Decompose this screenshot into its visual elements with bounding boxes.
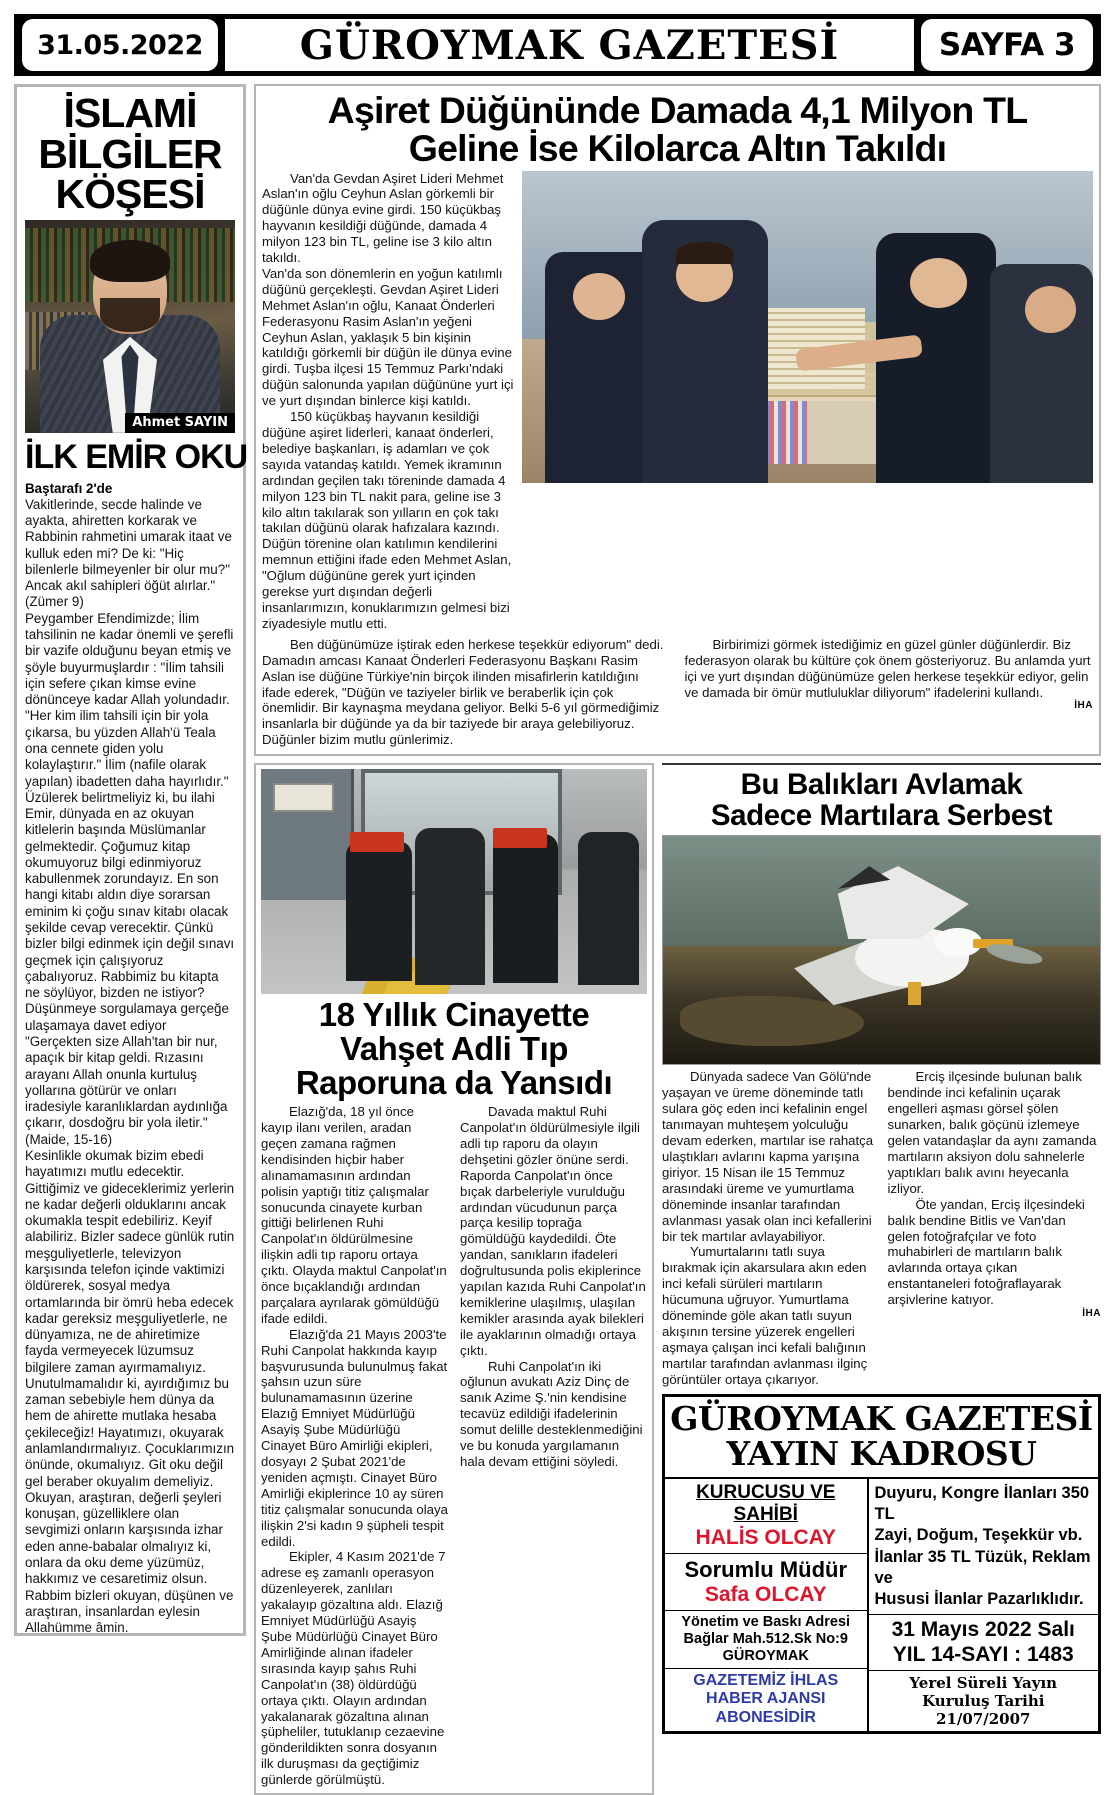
- author-name-badge: Ahmet SAYIN: [125, 413, 235, 433]
- author-hair: [90, 240, 170, 282]
- fish-agency-credit: İHA: [1082, 1308, 1101, 1320]
- imprint-address-line-2: GÜROYMAK: [722, 1647, 809, 1664]
- imprint-founder-name: HALİS OLCAY: [695, 1526, 836, 1550]
- imprint-box: [662, 1394, 1101, 1735]
- fish-column-right: [888, 1069, 1102, 1387]
- imprint-issue-date: 31 Mayıs 2022 Salı: [891, 1617, 1075, 1641]
- wedding-paragraph: Van'da Gevdan Aşiret Lideri Mehmet Aslan'ın oğlu Ceyhun Aslan görkemli bir düğünle dünya evine girdi. 150 küçükbaş hayvanın kesildiği düğünde, damada 4 milyon 123 bin TL, geline ise 3 kilo altın takıldı.: [262, 170, 504, 266]
- sidebar-continued-note: Baştarafı 2'de: [25, 480, 113, 496]
- imprint-rates-line-2: Zayi, Doğum, Teşekkür vb.: [874, 1526, 1083, 1545]
- photo-person-1-head: [573, 273, 624, 320]
- imprint-address-cell: [665, 1611, 867, 1668]
- imprint-title-line-2: YAYIN KADROSU: [726, 1433, 1037, 1473]
- imprint-rates-line-3: İlanlar 35 TL Tüzük, Reklam ve: [874, 1547, 1091, 1587]
- sidebar-paragraph: Peygamber Efendimizde; İlim tahsilinin ne kadar önemli ve şerefli bir vazife olduğunu beyan etmiş ve şöyle buyurmuşlardır : "İlim tahsili için sefere çıkan kimse evine dönünceye kadar Allah yolundadır. "Her kim ilim tahsili için bir yola çıkarsa, bu yüzden Allah'ü Teala ona cennete giden yolu kolaylaştırır." İlim (nafile olarak yapılan) ibadetten daha hayırlıdır.": [25, 610, 234, 789]
- imprint-rates-cell: [869, 1479, 1099, 1615]
- imprint-address-label: Yönetim ve Baskı Adresi: [681, 1614, 851, 1631]
- fish-column-left: [662, 1069, 876, 1387]
- wedding-paragraph: Ben düğünümüze iştirak eden herkese teşekkür ediyorum" dedi. Damadın amcası Kanaat Önderleri Federasyonu Başkanı Rasim Aslan ise düğüne Türkiye'nin birçok ilinden misafirlerin katıldığını ifade ederek, "Düğün ve taziyeler birlik ve beraberlik için çok önemlidir. Bir kaynaşma meydana geliyor. Belki 5-6 yıl görmediğimiz insanlarla bir düğünde ya da bir taziyede bir araya gelebiliyoruz. Düğünler bizim mutlu günlerimiz.: [262, 636, 664, 748]
- imprint-issue-cell: [869, 1615, 1099, 1672]
- fish-paragraph: Yumurtalarını tatlı suya bırakmak için akarsulara akın eden inci kefali sürüleri martıların hücumuna uğruyor. Yumurtlama döneminde göle akan tatlı suyun akışının tersine yüzerek engelleri aşmaya çalışan inci kefali balığının martılar tarafından avlanması ilginç görüntüler ortaya çıkarıyor.: [662, 1244, 868, 1387]
- imprint-grid: [665, 1479, 1098, 1731]
- imprint-agency-cell: [665, 1669, 867, 1731]
- photo-officer-3: [493, 834, 559, 983]
- crime-column-left: [261, 1104, 448, 1788]
- page-body: [14, 84, 1101, 1788]
- imprint-address-line-1: Bağlar Mah.512.Sk No:9: [683, 1631, 848, 1647]
- imprint-editor-name: Safa OLCAY: [704, 1583, 827, 1607]
- wedding-paragraph: 150 küçükbaş hayvanın kesildiği düğüne aşiret liderleri, kanaat önderleri, belediye başkanları, iş adamları ve çok sayıda vatandaş katıldı. Yemek ikramının ardından geçilen takı töreninde damada 4 milyon 123 bin TL nakit para, geline ise 3 kilo altın takılarak son yılların en çok takı takılan düğünü olarak hafızalara kazındı. Düğün törenine olan katılımın kendilerini memnun ettiğini ifade eden Mehmet Aslan, "Oğlum düğününe gerek yurt içinden gerekse yurt dışından değerli insanlarımızın, konuklarımızın gelmesi bizi ziyadesiyle mutlu etti.: [262, 409, 512, 631]
- wedding-bottom-column-right: [685, 637, 1094, 748]
- photo-polis-label-1: [350, 832, 404, 852]
- sidebar-title-line-3: KÖŞESİ: [55, 171, 205, 218]
- imprint-rates-line-1: Duyuru, Kongre İlanları 350 TL: [874, 1484, 1090, 1524]
- wedding-agency-credit: İHA: [1074, 700, 1093, 712]
- fish-headline-line-1: Bu Balıkları Avlamak: [740, 768, 1023, 802]
- imprint-agency-line-1: GAZETEMİZ İHLAS: [693, 1671, 839, 1689]
- sidebar-paragraph: Vakitlerinde, secde halinde ve ayakta, ahiretten korkarak ve Rabbinin rahmetini umarak itaat ve kulluk eden mi? De ki: "Hiç bilenlerle bilmeyenler bir olur mu?" Ancak akıl sahipleri öğüt alırlar." (Zümer 9): [25, 496, 232, 610]
- wedding-top-row: [262, 171, 1093, 632]
- fish-columns: [662, 1069, 1101, 1387]
- photo-polis-label-2: [493, 828, 547, 848]
- imprint-rates-line-4: Hususi İlanlar Pazarlıklıdır.: [874, 1589, 1084, 1608]
- sidebar-column: [14, 84, 246, 1636]
- bottom-row: [254, 763, 1101, 1795]
- imprint-founder-cell: [665, 1479, 867, 1554]
- photo-wall-sign: [273, 783, 335, 812]
- photo-person-2-hair: [676, 242, 733, 264]
- wedding-lead-column: [262, 171, 514, 632]
- imprint-editor-label: Sorumlu Müdür: [684, 1557, 848, 1583]
- wedding-bottom-column-left: [262, 637, 671, 748]
- sidebar-title: [25, 90, 235, 218]
- imprint-editor-cell: [665, 1554, 867, 1611]
- story-wedding: [254, 84, 1101, 756]
- main-column: [254, 84, 1101, 1788]
- imprint-issue-number: YIL 14-SAYI : 1483: [892, 1642, 1074, 1666]
- sidebar-paragraph: Rabbim bizleri okuyan, düşünen ve araştıran, insanlardan eylesin Allahümme âmin.: [25, 1587, 234, 1636]
- crime-headline-line-2: Vahşet Adli Tıp: [340, 1030, 568, 1068]
- imprint-founder-label: KURUCUSU VE SAHİBİ: [696, 1482, 836, 1526]
- photo-officer-4: [578, 832, 640, 985]
- sidebar-body: [25, 497, 235, 1637]
- crime-paragraph: Elazığ'da 21 Mayıs 2003'te Ruhi Canpolat hakkında kayıp başvurusunda bulunulmuş fakat şahsın uzun süre bulunamamasının üzerine Elazığ Emniyet Müdürlüğü Asayiş Şube Müdürlüğü Cinayet Büro Amirliği ekipleri, dosyayı 2 Şubat 2021'de yeniden açmıştı. Cinayet Büro Amirliği ekiplerince 10 ay süren titiz çalışmalar sonucunda olaya ilişkin 2'si kadın 9 şüpheli tespit edildi.: [261, 1326, 448, 1549]
- masthead-title: GÜROYMAK GAZETESİ: [225, 19, 914, 71]
- imprint-agency-line-2: HABER AJANSI ABONESİDİR: [706, 1690, 826, 1726]
- crime-paragraph: Ekipler, 4 Kasım 2021'de 7 adrese eş zamanlı operasyon düzenleyerek, zanlıları yakalayıp gözaltına aldı. Elazığ Emniyet Müdürlüğü Asayiş Şube Müdürlüğü Cinayet Büro Amirliğinde alınan ifadeler sırasında kayıp şahıs Ruhi Canpolat'ın (38) öldürdüğü ortaya çıktı. Olayın ardından yakalanarak gözaltına alınan şüpheliler, tutuklanıp cezaevine gönderildikten sonra dosyanın ilk duruşması da geçtiğimiz günlerde görülmüştü.: [261, 1549, 446, 1788]
- crime-column-right: [460, 1104, 647, 1788]
- wedding-paragraph: Birbirimizi görmek istediğimiz en güzel günler düğünlerdir. Biz federasyon olarak bu kültüre çok önem gösteriyoruz. Bu anlamda yurt içi ve yurt dışından düğünümüze gelen herkese teşekkür ediyor, gelin ve damada bir ömür mutluluklar diliyorum" ifadelerini kullandı.: [684, 636, 1091, 700]
- fish-headline-line-2: Sadece Martılara Serbest: [710, 798, 1053, 832]
- masthead-page-number: SAYFA 3: [921, 19, 1093, 71]
- photo-person-3-head: [910, 258, 967, 308]
- imprint-footer-line-1: Yerel Süreli Yayın: [909, 1674, 1058, 1693]
- imprint-right-column: [869, 1479, 1099, 1731]
- photo-gull-leg: [908, 982, 921, 1005]
- crime-columns: [261, 1104, 647, 1788]
- imprint-left-column: [665, 1479, 869, 1731]
- fish-paragraph: Öte yandan, Erciş ilçesindeki balık bendine Bitlis ve Van'dan gelen fotoğrafçılar ve foto muhabirleri de martıların balık avlarında ortaya çıkan enstantaneleri fotoğraflayarak arşivlerine katıyor.: [887, 1196, 1085, 1308]
- imprint-footer-line-2: Kuruluş Tarihi: [922, 1692, 1045, 1711]
- sidebar-title-line-2: BİLGİLER: [38, 130, 222, 177]
- story-crime: [254, 763, 654, 1795]
- wedding-photo: [522, 171, 1093, 483]
- fish-headline: [662, 763, 1101, 831]
- crime-headline: [261, 998, 647, 1100]
- wedding-headline-line-2: Geline İse Kilolarca Altın Takıldı: [408, 127, 947, 170]
- wedding-paragraph: Van'da son dönemlerin en yoğun katılımlı düğünü gerçekleşti. Gevdan Aşiret Lideri Mehmet Aslan'ın oğlu, Kanaat Önderleri Federasyonu Rasim Aslan'ın yeğeni Ceyhun Aslan, yaklaşık 5 bin kişinin katıldığı görkemli bir düğün ile dünya evine girdi. Tuşba ilçesi 15 Temmuz Parkı'ndaki düğün salonunda yapılan düğününe yurt içi ve yurt dışından binlerce kişi katıldı.: [262, 265, 514, 409]
- wedding-bottom-columns: [262, 637, 1093, 748]
- author-photo: [25, 220, 235, 433]
- wedding-headline: [262, 91, 1093, 168]
- sidebar-title-line-1: İSLAMİ: [63, 90, 197, 136]
- islami-bilgiler-box: [14, 84, 246, 1636]
- imprint-footer-line-3: 21/07/2007: [936, 1710, 1031, 1729]
- imprint-title: [665, 1397, 1098, 1480]
- wedding-headline-line-1: Aşiret Düğününde Damada 4,1 Milyon TL: [327, 89, 1028, 131]
- masthead-date: 31.05.2022: [22, 19, 218, 71]
- sidebar-paragraph: Kesinlikle okumak bizim ebedi hayatımızı mutlu edecektir. Gittiğimiz ve gideceklerimiz yerlerin ne kadar değerli olduklarını ancak okumakla tespit edebiliriz. Keyif alabiliriz. Bizler sadece günlük rutin meşguliyetlerle, televizyon karşısında telefon içinde vaktimizi öldürerek, sosyal medya ortamlarında bir ömrü heba edecek kadar gereksiz meşguliyetlerle, ne dünyamıza, ne de ahiretimize fayda vermeyecek lüzumsuz bilgilere zaman ayırmamalıyız.: [25, 1147, 235, 1375]
- imprint-footer-cell: [869, 1671, 1099, 1731]
- story-fish: [662, 763, 1101, 1795]
- photo-officer-1: [346, 841, 412, 981]
- sidebar-paragraph: Üzülerek belirtmeliyiz ki, bu ilahi Emir, dünyada en az okuyan kitlelerin başında Müslümanlar gelmektedir. Çoğumuz kitap okumuyoruz bilgi edinmiyoruz kabullenmek zorundayız. En son hangi kitabı aldın diye sorarsan eminim ki çoğu sınav kitabı olacak şekilde cevap verecektir. Çünkü bizler bilgi edinmek için değil sınavı geçmek için çalışıyoruz çabalıyoruz. Rabbimiz bu kitapta ne söylüyor, bizden ne istiyor? Düşünmeye sorgulamaya gerçeğe ulaşamaya davet ediyor "Gerçekten size Allah'tan bir nur, apaçık bir kitap geldi. Rızasını arayanı Allah onunla kurtuluş yollarına götürür ve onları iradesiyle karanlıklardan aydınlığa çıkarır, dosdoğru bir yola iletir." (Maide, 15-16): [25, 789, 235, 1147]
- sidebar-paragraph: Unutulmamalıdır ki, ayırdığımız bu zaman sebebiyle hem dünya da hem de ahirette mutlaka hesaba çekileceğiz! Hayatımızı, okuyarak anlamlandırmalıyız. Çocuklarımızın önünde, okumalıyız. Git oku değil gel beraber okuyalım demeliyiz. Okuyan, araştıran, değerli şeyleri konuşan, güzelliklere olan sevgimizi onların karşısında izhar eden anne-babalar olmalıyız ki, onlara da oku deme yüzümüz, hakkımız ve cesaretimiz olsun.: [25, 1375, 235, 1587]
- crime-headline-line-1: 18 Yıllık Cinayette: [318, 996, 590, 1034]
- photo-officer-2: [415, 828, 484, 986]
- police-photo: [261, 769, 647, 994]
- imprint-title-line-1: GÜROYMAK GAZETESİ: [670, 1398, 1093, 1438]
- crime-headline-line-3: Raporuna da Yansıdı: [295, 1064, 613, 1102]
- crime-paragraph: Elazığ'da, 18 yıl önce kayıp ilanı verilen, aradan geçen zamana rağmen kendisinden hiçbir haber alınamamasının ardından polisin yaptığı titiz çalışmalar sonucunda cinayete kurban gittiği belirlenen Ruhi Canpolat'ın öldürülmesine ilişkin adli tıp raporu ortaya çıktı. Olayda maktul Canpolat'ın önce bıçaklandığı ardından parçalara ayrılarak gömüldüğü ifade edildi.: [261, 1104, 447, 1326]
- photo-person-4-head: [1025, 286, 1076, 333]
- fish-paragraph: Erciş ilçesinde bulunan balık bendinde inci kefalinin uçarak engelleri aşması görsel şölen sunarken, balık göçünü izlemeye gelen vatandaşlar da aynı zamanda martıların aksiyon dolu sahnelerle yaptıkları balık avını heyecanla izliyor.: [887, 1069, 1097, 1196]
- fish-paragraph: Dünyada sadece Van Gölü'nde yaşayan ve üreme döneminde tatlı sulara göç eden inci kefalinin engel tanımayan muhteşem yolculuğu devam ederken, martılar ise rahatça ulaştıkları avlarını kapma yarışına giriyor. 15 Nisan ile 15 Temmuz arasındaki üreme ve yumurtlama döneminde insanlar tarafından avlanması yasak olan inci kefallerini bir tek martılar avlayabiliyor.: [662, 1069, 874, 1244]
- sidebar-column-headline: İLK EMİR OKU: [25, 437, 248, 476]
- crime-paragraph: Ruhi Canpolat'ın iki oğlunun avukatı Aziz Dinç de sanık Azime Ş.'nin kendisine tecavüz edildiği ifadelerinin somut delille desteklenmediğini ve bu konuda yargılamanın hala devam ettiğini söyledi.: [460, 1358, 643, 1470]
- masthead: [14, 14, 1101, 76]
- author-beard: [100, 298, 160, 332]
- crime-paragraph: Davada maktul Ruhi Canpolat'ın öldürülmesiyle ilgili adli tıp raporu da olayın dehşetini gözler önüne serdi. Raporda Canpolat'ın önce bıçak darbeleriyle vurulduğu ardından vücudunun parça parça kesilip toprağa gömüldüğü kaydedildi. Öte yandan, sanıkların ifadeleri doğrultusunda polis ekiplerince yapılan kazıda Ruhi Canpolat'ın kemiklerine ulaşılmış, ulaşılan kemikler arasında ayak bilekleri ile ayaklarının olmadığı ortaya çıktı.: [460, 1104, 646, 1358]
- seagull-photo: [662, 835, 1101, 1065]
